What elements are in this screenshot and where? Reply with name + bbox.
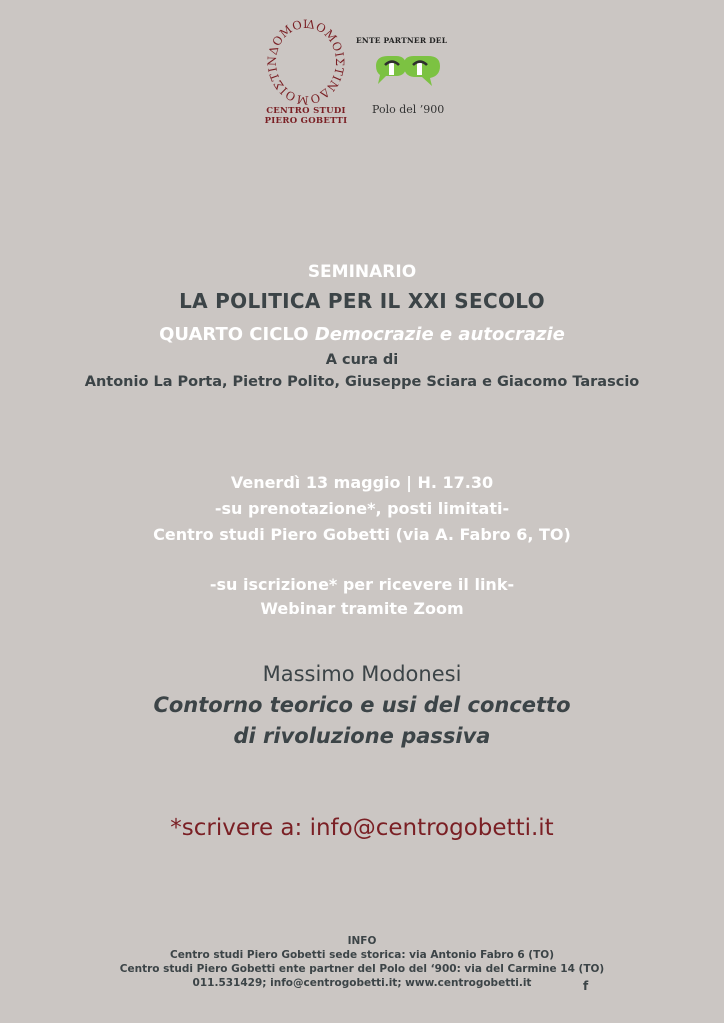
footer-line-2: Centro studi Piero Gobetti ente partner del Polo del ‘900: via del Carmine 14 (TO) (119, 963, 605, 975)
cycle-prefix: QUARTO CICLO (159, 324, 315, 345)
footer-line-1: Centro studi Piero Gobetti sede storica: via Antonio Fabro 6 (TO) (169, 949, 554, 961)
footer-info-label: INFO (347, 935, 377, 947)
logo-line-1: CENTRO STUDI (266, 106, 346, 116)
event-venue: Centro studi Piero Gobetti (via A. Fabro 6, TO) (153, 525, 571, 544)
seminar-label: SEMINARIO (307, 262, 417, 282)
cycle-theme: Democrazie e autocrazie (314, 324, 565, 345)
event-date: Venerdì 13 maggio | H. 17.30 (230, 473, 494, 492)
talk-title-line-2: di rivoluzione passiva (233, 724, 491, 748)
curators: Antonio La Porta, Pietro Polito, Giuseppe Sciara e Giacomo Tarascio (84, 374, 640, 390)
centro-studi-gobetti-logo (262, 18, 350, 133)
logo-line-2: PIERO GOBETTI (264, 116, 348, 126)
talk-title-line-1: Contorno teorico e usi del concetto (153, 693, 571, 717)
event-registration: -su iscrizione* per ricevere il link- (209, 575, 515, 594)
footer-line-3[interactable]: 011.531429; info@centrogobetti.it; www.centrogobetti.it (192, 977, 532, 989)
speaker-name: Massimo Modonesi (262, 662, 462, 686)
event-booking: -su prenotazione*, posti limitati- (214, 499, 510, 518)
cycle-title (0, 324, 724, 345)
event-webinar: Webinar tramite Zoom (260, 599, 464, 618)
polo-del-900-logo (356, 36, 466, 120)
gobetti-seal-icon (262, 18, 350, 106)
email-note[interactable]: *scrivere a: info@centrogobetti.it (170, 815, 554, 841)
facebook-icon[interactable]: f (583, 979, 589, 993)
polo-speech-bubbles-icon (372, 52, 444, 100)
svg-text:ΔΟΜΟΙΣΤΙΝΔΟΜΟΙΣΤΙΝΔΟΜΟΙΣΤΙΝΔ (262, 18, 347, 106)
partner-label: ENTE PARTNER DEL (356, 36, 448, 45)
curated-by-label: A cura di (325, 352, 399, 368)
polo-name: Polo del ’900 (372, 103, 445, 116)
series-title: LA POLITICA PER IL XXI SECOLO (179, 289, 545, 313)
seal-arc-text: ΔΟΜΟΙΣΤΙΝΔΟΜΟΙΣΤΙΝΔΟΜΟΙ (264, 18, 347, 106)
